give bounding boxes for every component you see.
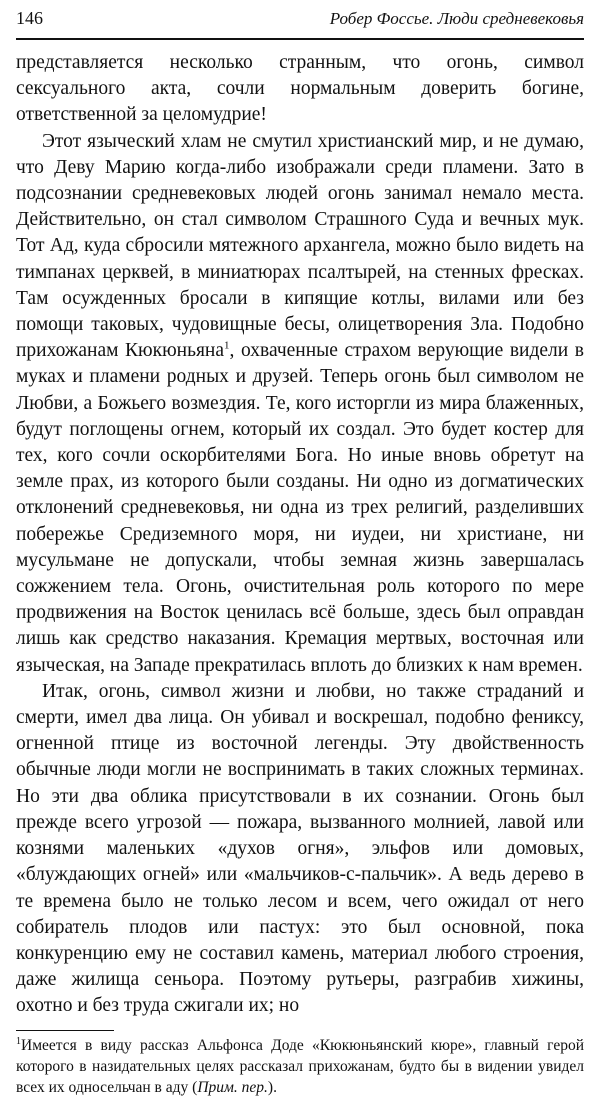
header-rule [16, 38, 584, 40]
page-header [16, 8, 584, 34]
footnote-mark: 1 [16, 1035, 21, 1047]
page-number: 146 [16, 8, 43, 28]
paragraph-2-part-1: Этот языческий хлам не смутил христианский мир, и не думаю, что Деву Марию когда-либо изображали среди пламени. Зато в подсознании средневековых людей огонь занимал немало места. Действительно, он стал символом Страшного Суда и вечных мук. Тот Ад, куда сбросили мятежного архангела, можно было видеть на тимпанах церквей, в миниатюрах псалтырей, на стенных фресках. Там осужденных бросали в кипящие котлы, вилами или без помощи таковых, чудовищные бесы, олицетворения Зла. Подобно прихожанам Кюкюньяна [16, 130, 584, 362]
footnote-text: Имеется в виду рассказ Альфонса Доде «Кюкюньянский кюре», главный герой которого в назидательных целях рассказал прихожанам, будто бы в видении увидел всех их односельчан в аду ( [16, 1036, 584, 1096]
footnote-reference: 1 [224, 339, 230, 352]
paragraph-3: Итак, огонь, символ жизни и любви, но также страданий и смерти, имел два лица. Он убивал и воскрешал, подобно фениксу, огненной птице из восточной легенды. Эту двойственность обычные люди могли не воспринимать в таких сложных терминах. Но эти два облика присутствовали в их сознании. Огонь был прежде всего угрозой — пожара, вызванного молнией, лавой или кознями маленьких «духов огня», эльфов или домовых, «блуждающих огней» или «мальчиков-с-пальчик». А ведь дерево в те времена было не только лесом и всем, чего ожидал от него собиратель плодов или пастух: это был основной, пока конкуренцию ему не составил камень, материал любого строения, даже жилища сеньора. Поэтому рутьеры, разграбив хижины, охотно и без труда сжигали их; но [16, 680, 584, 1017]
footnote [16, 1035, 584, 1098]
footnote-rule [16, 1030, 114, 1031]
footnote-closing: ). [267, 1078, 277, 1096]
paragraph-2 [16, 129, 584, 679]
running-title: Робер Фоссье. Люди средневековья [329, 9, 584, 28]
body-text [16, 50, 584, 1020]
book-page [16, 8, 584, 1098]
paragraph-1: представляется несколько странным, что огонь, символ сексуального акта, сочли нормальным доверить богине, ответственной за целомудрие! [16, 52, 584, 126]
footnote-translator-note: Прим. пер. [197, 1078, 268, 1096]
paragraph-2-part-2: , охваченные страхом верующие видели в муках и пламени родных и друзей. Теперь огонь был символом не Любви, а Божьего возмездия. Те, кого исторгли из мира блаженных, будут поглощены огнем, который их создал. Это будет костер для тех, кого сочли оскорбителями Бога. Но иные вновь обретут на земле прах, из которого были созданы. Ни одно из догматических отклонений средневековья, ни одна из трех религий, разделивших побережье Средиземного моря, ни иудеи, ни христиане, ни мусульмане не допускали, чтобы земная жизнь завершалась сожжением тела. Огонь, очистительная роль которого по мере продвижения на Восток ценилась всё больше, здесь был оправдан лишь как средство наказания. Кремация мертвых, восточная или языческая, на Западе прекратилась вплоть до близких к нам времен. [16, 340, 584, 676]
